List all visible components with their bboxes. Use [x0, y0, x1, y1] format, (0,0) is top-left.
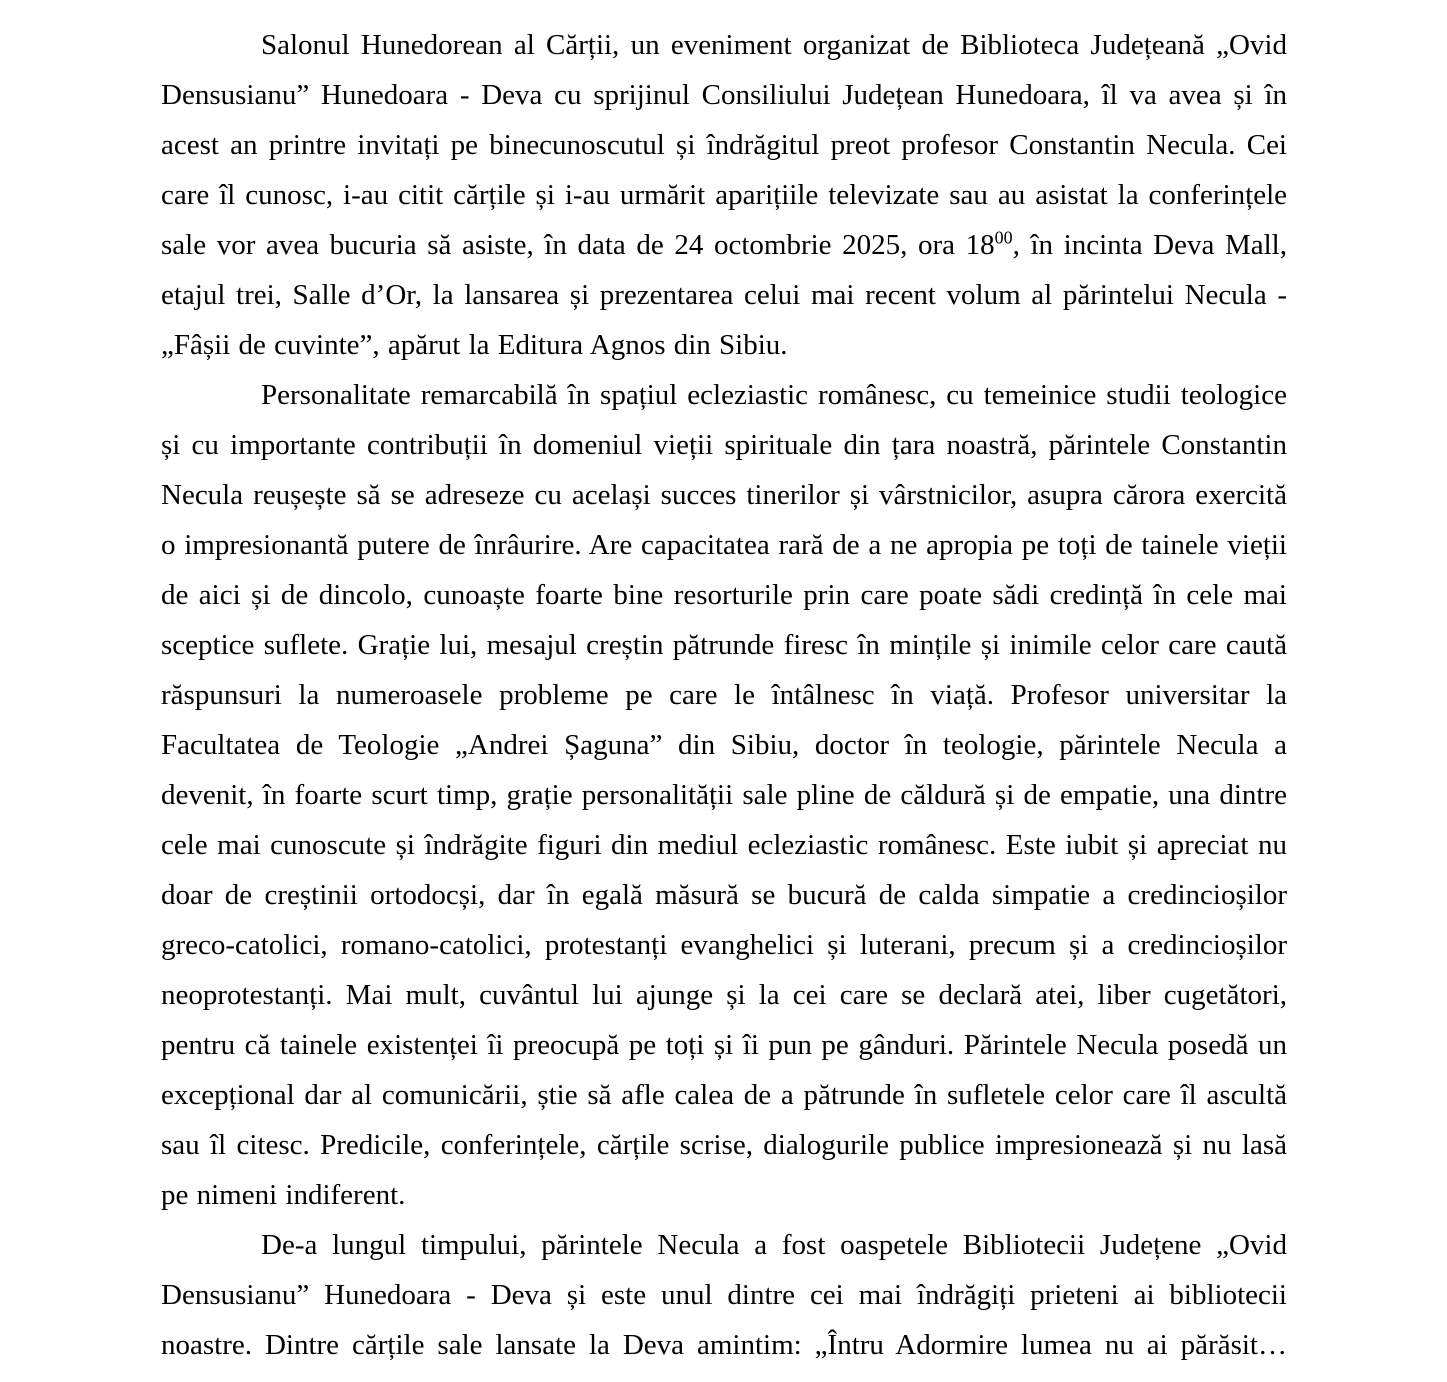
paragraph-text: Salonul Hunedorean al Cărții, un eveniment organizat de Biblioteca Județeană „Ovid Densusianu” Hunedoara - Deva cu sprijinul Consiliului Județean Hunedoara, îl va avea și în acest an printre invitați pe binecunoscutul și îndrăgitul preot profesor Constantin Necula. Cei care îl cunosc, i-au citit cărțile și i-au urmărit aparițiile televizate sau au asistat la conferințele sale vor avea bucuria să asiste, în data de 24 octombrie 2025, ora 18: [161, 29, 1287, 261]
paragraph-library-guest: [161, 1220, 1287, 1370]
paragraph-text: , în incinta Deva Mall, etajul trei, Salle d’Or, la lansarea și prezentarea celui mai recent volum al părintelui Necula - „Fâșii de cuvinte”, apărut la Editura Agnos din Sibiu.: [161, 229, 1287, 361]
paragraph-personality-description: [161, 370, 1287, 1220]
paragraph-text: Personalitate remarcabilă în spațiul ecleziastic românesc, cu temeinice studii teologice și cu importante contribuții în domeniul vieții spirituale din țara noastră, părintele Constantin Necula reușește să se adreseze cu același succes tinerilor și vârstnicilor, asupra cărora exercită o impresionantă putere de înrâurire. Are capacitatea rară de a ne apropia pe toți de tainele vieții de aici și de dincolo, cunoaște foarte bine resorturile prin care poate sădi credință în cele mai sceptice suflete. Grație lui, mesajul creștin pătrunde firesc în mințile și inimile celor care caută răspunsuri la numeroasele probleme pe care le întâlnesc în viață. Profesor universitar la Facultatea de Teologie „Andrei Șaguna” din Sibiu, doctor în teologie, părintele Necula a devenit, în foarte scurt timp, grație personalității sale pline de căldură și de empatie, una dintre cele mai cunoscute și îndrăgite figuri din mediul ecleziastic românesc. Este iubit și apreciat nu doar de creștinii ortodocși, dar în egală măsură se bucură de calda simpatie a credincioșilor greco-catolici, romano-catolici, protestanți evanghelici și luterani, precum și a credincioșilor neoprotestanți. Mai mult, cuvântul lui ajunge și la cei care se declară atei, liber cugetători, pentru că tainele existenței îi preocupă pe toți și îi pun pe gânduri. Părintele Necula posedă un excepțional dar al comunicării, știe să afle calea de a pătrunde în sufletele celor care îl ascultă sau îl citesc. Predicile, conferințele, cărțile scrise, dialogurile publice impresionează și nu lasă pe nimeni indiferent.: [161, 379, 1287, 1211]
paragraph-event-announcement: [161, 20, 1287, 370]
paragraph-text: De-a lungul timpului, părintele Necula a fost oaspetele Bibliotecii Județene „Ovid Densusianu” Hunedoara - Deva și este unul dintre cei mai îndrăgiți prieteni ai bibliotecii noastre. Dintre cărțile sale lansate la Deva amintim: „Întru Adormire lumea nu ai părăsit…: [161, 1229, 1287, 1361]
superscript-text: 00: [994, 227, 1013, 248]
document-body: [161, 20, 1287, 1370]
